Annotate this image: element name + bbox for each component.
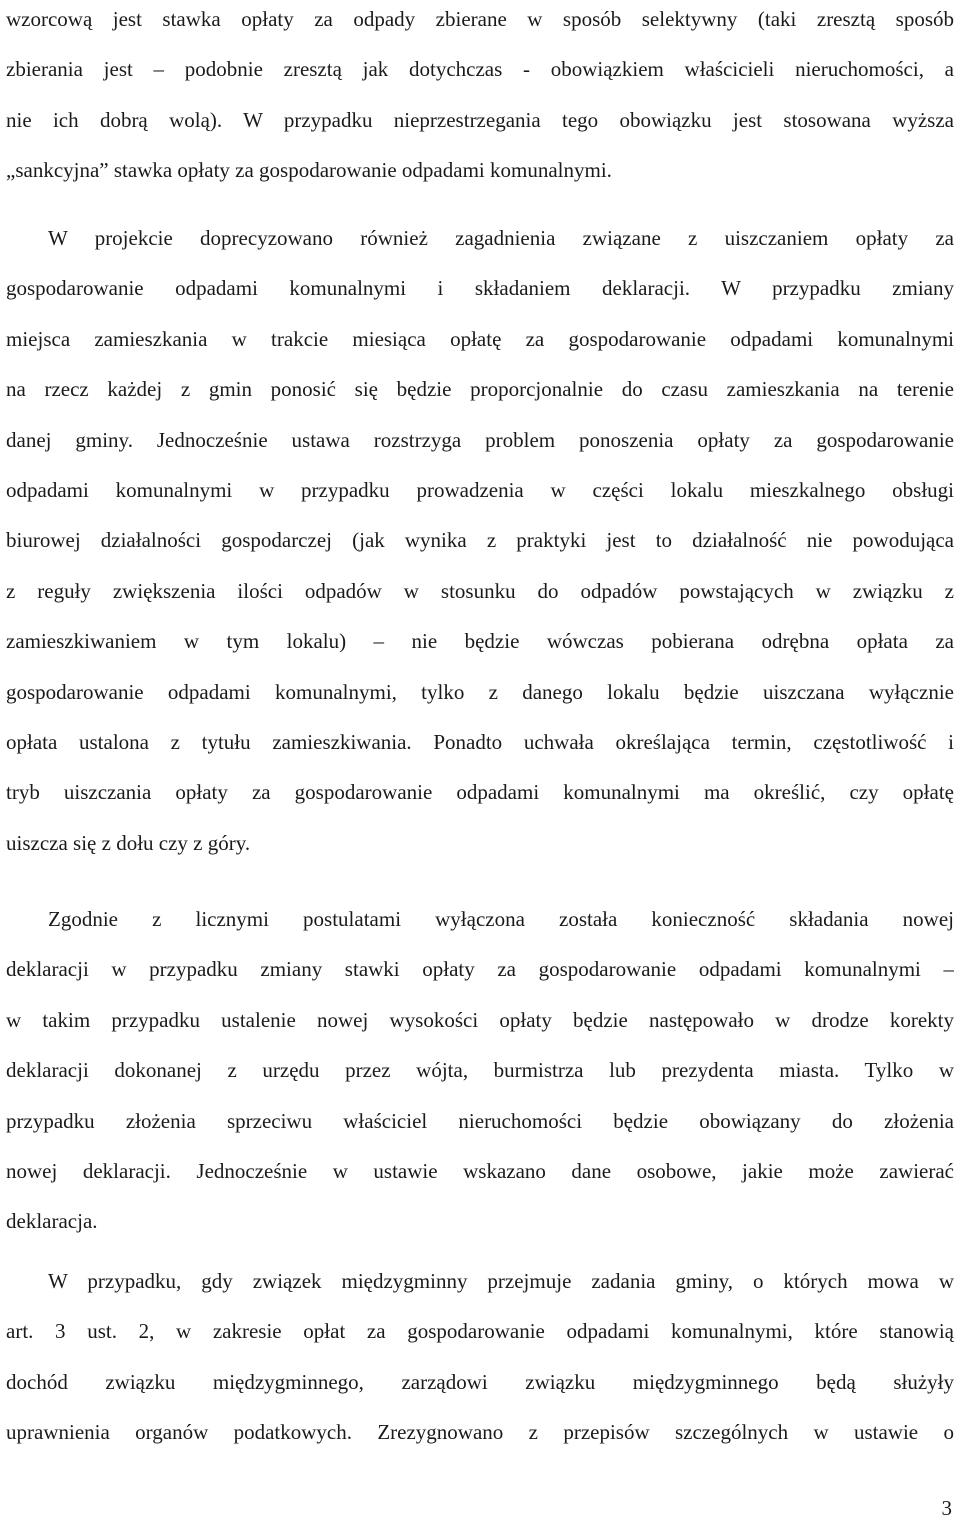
paragraph-4 <box>6 1256 954 1458</box>
paragraph-line: przypadku złożenia sprzeciwu właściciel nieruchomości będzie obowiązany do złożenia <box>6 1108 954 1133</box>
paragraph-line: Zgodnie z licznymi postulatami wyłączona została konieczność składania nowej <box>48 907 954 931</box>
paragraph-line: deklaracji w przypadku zmiany stawki opłaty za gospodarowanie odpadami komunalnymi – <box>6 957 954 982</box>
paragraph-line: gospodarowanie odpadami komunalnymi i składaniem deklaracji. W przypadku zmiany <box>6 276 954 301</box>
paragraph-line: zbierania jest – podobnie zresztą jak dotychczas - obowiązkiem właścicieli nieruchomości, a <box>6 57 954 82</box>
paragraph-3 <box>6 894 954 1247</box>
paragraph-line: art. 3 ust. 2, w zakresie opłat za gospodarowanie odpadami komunalnymi, które stanowią <box>6 1319 954 1344</box>
paragraph-line: odpadami komunalnymi w przypadku prowadzenia w części lokalu mieszkalnego obsługi <box>6 477 954 502</box>
paragraph-line: uiszcza się z dołu czy z góry. <box>6 830 251 855</box>
paragraph-line: gospodarowanie odpadami komunalnymi, tylko z danego lokalu będzie uiszczana wyłącznie <box>6 679 954 704</box>
paragraph-line: W projekcie doprecyzowano również zagadnienia związane z uiszczaniem opłaty za <box>48 226 954 250</box>
paragraph-line: tryb uiszczania opłaty za gospodarowanie odpadami komunalnymi ma określić, czy opłatę <box>6 780 954 805</box>
paragraph-line: nie ich dobrą wolą). W przypadku nieprzestrzegania tego obowiązku jest stosowana wyższa <box>6 107 954 132</box>
paragraph-line: danej gminy. Jednocześnie ustawa rozstrzyga problem ponoszenia opłaty za gospodarowanie <box>6 427 954 452</box>
paragraph-1 <box>6 0 954 196</box>
paragraph-line: na rzecz każdej z gmin ponosić się będzie proporcjonalnie do czasu zamieszkania na terenie <box>6 377 954 402</box>
paragraph-line: deklaracji dokonanej z urzędu przez wójta, burmistrza lub prezydenta miasta. Tylko w <box>6 1058 954 1083</box>
paragraph-2 <box>6 213 954 868</box>
paragraph-line: deklaracja. <box>6 1209 98 1234</box>
paragraph-line: biurowej działalności gospodarczej (jak wynika z praktyki jest to działalność nie powodująca <box>6 528 954 553</box>
paragraph-line: w takim przypadku ustalenie nowej wysokości opłaty będzie następowało w drodze korekty <box>6 1007 954 1032</box>
paragraph-line: miejsca zamieszkania w trakcie miesiąca opłatę za gospodarowanie odpadami komunalnymi <box>6 326 954 351</box>
paragraph-line: nowej deklaracji. Jednocześnie w ustawie wskazano dane osobowe, jakie może zawierać <box>6 1158 954 1183</box>
paragraph-line: opłata ustalona z tytułu zamieszkiwania. Ponadto uchwała określająca termin, częstotliwość i <box>6 729 954 754</box>
paragraph-line: uprawnienia organów podatkowych. Zrezygnowano z przepisów szczególnych w ustawie o <box>6 1420 954 1445</box>
paragraph-line: zamieszkiwaniem w tym lokalu) – nie będzie wówczas pobierana odrębna opłata za <box>6 629 954 654</box>
paragraph-line: wzorcową jest stawka opłaty za odpady zbierane w sposób selektywny (taki zresztą sposób <box>6 7 954 31</box>
paragraph-line: „sankcyjna” stawka opłaty za gospodarowanie odpadami komunalnymi. <box>6 158 612 183</box>
page-number: 3 <box>941 1496 952 1520</box>
paragraph-line: dochód związku międzygminnego, zarządowi związku międzygminnego będą służyły <box>6 1369 954 1394</box>
paragraph-line: z reguły zwiększenia ilości odpadów w stosunku do odpadów powstających w związku z <box>6 578 954 603</box>
paragraph-line: W przypadku, gdy związek międzygminny przejmuje zadania gminy, o których mowa w <box>48 1269 954 1293</box>
